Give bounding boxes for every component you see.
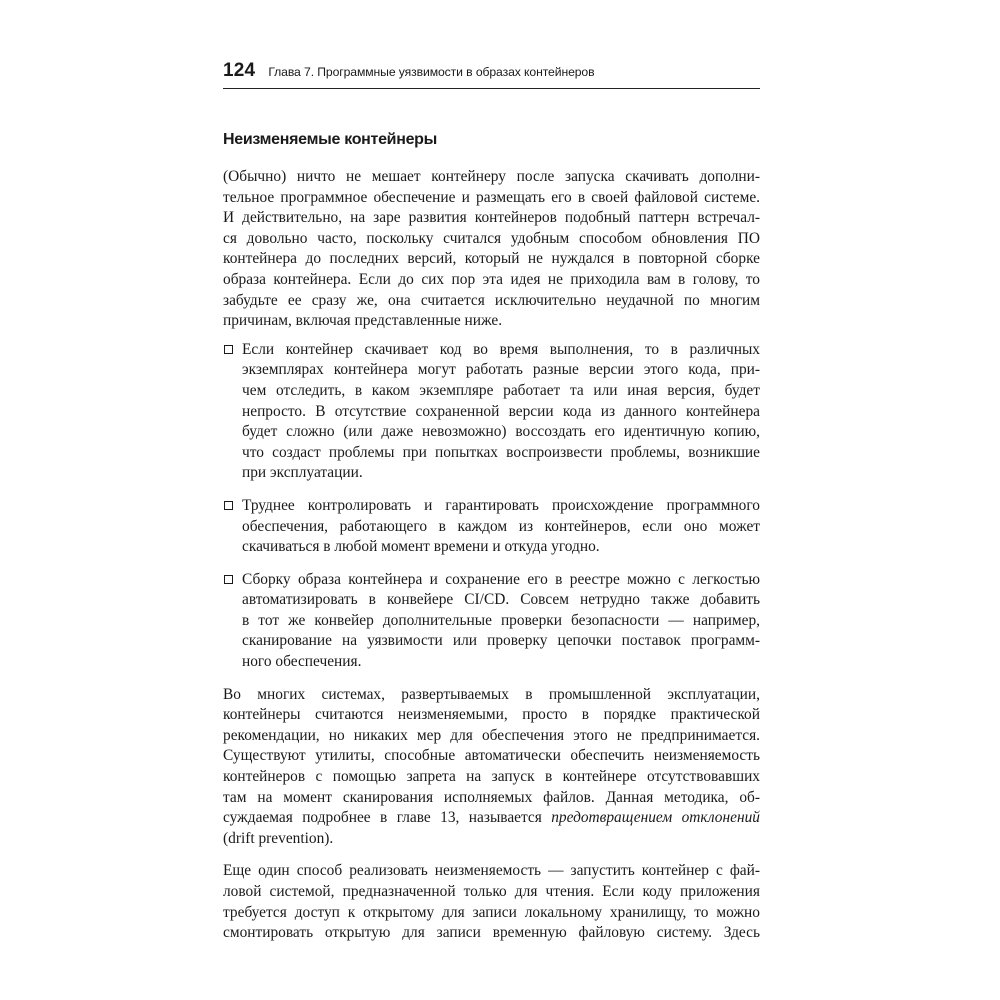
running-head [223,60,760,89]
text-line: сканирование на уязвимости или проверку цепочки поставок программ- [242,632,760,650]
text-line: Если контейнер скачивает код во время выполнения, то в различных [242,340,760,358]
page-number: 124 [223,60,256,81]
checkbox-bullet-icon [224,501,233,510]
text-line [223,808,760,829]
text-line: скачиваться в любой момент времени и откуда угодно. [242,538,600,556]
text-line: при эксплуатации. [242,464,363,482]
body-paragraph [223,861,760,943]
text-line: контейнеров с помощью запрета на запуск в контейнере отсутствовавших [223,768,760,786]
chapter-title: Глава 7. Программные уязвимости в образах контейнеров [268,65,595,79]
text-line: в тот же конвейер дополнительные проверки безопасности — например, [242,611,760,629]
text-line: чем отследить, в каком экземпляре работает та или иная версия, будет [242,381,760,399]
bullet-item [223,496,760,558]
text-line: (drift prevention). [223,829,334,847]
text-line: что создаст проблемы при попытках воспроизвести проблемы, возникшие [242,443,760,461]
book-page [223,60,760,944]
text-line: непросто. В отсутствие сохраненной версии кода из данного контейнера [242,402,760,420]
text-line: экземплярах контейнера могут работать разные версии этого кода, при- [242,361,760,379]
intro-paragraph [223,167,760,332]
text-line: тельное программное обеспечение и размещать его в своей файловой системе. [223,188,760,206]
bullet-item [223,570,760,673]
text-line: Труднее контролировать и гарантировать происхождение программного [242,496,760,514]
text-line: забудьте ее сразу же, она считается исключительно неудачной по многим [223,291,760,309]
text-line: ного обеспечения. [242,653,362,671]
text-line: Еще один способ реализовать неизменяемость — запустить контейнер с фай- [223,862,760,880]
section-heading: Неизменяемые контейнеры [223,131,438,148]
text-line: там на момент сканирования исполняемых файлов. Данная методика, об- [223,788,760,806]
italic-term: предотвращением отклонений [551,809,760,827]
text-line: ся довольно часто, поскольку считался удобным способом обновления ПО [223,229,760,247]
text-line: причинам, включая представленные ниже. [223,312,503,330]
text-line: требуется доступ к открытому для записи локальному хранилищу, то можно [223,903,760,921]
text-line: будет сложно (или даже невозможно) воссоздать его идентичную копию, [242,423,760,441]
text-fragment: суждаемая подробнее в главе 13, называется [223,809,552,827]
text-line: автоматизировать в конвейере CI/CD. Совсем нетрудно также добавить [242,591,760,609]
text-line: ловой системой, предназначенной только для чтения. Если коду приложения [223,883,760,900]
bullet-item [223,340,760,484]
text-line: Во многих системах, развертываемых в промышленной эксплуатации, [223,685,760,703]
text-line: образа контейнера. Если до сих пор эта идея не приходила вам в голову, то [223,270,760,288]
text-line: контейнеры считаются неизменяемыми, просто в порядке практической [223,706,760,724]
text-line: контейнера до последних версий, который не нуждался в повторной сборке [223,250,760,268]
checkbox-bullet-icon [224,575,233,584]
text-line: смонтировать открытую для записи временную файловую систему. Здесь [223,924,760,942]
bullet-list [223,340,760,673]
text-line: Существуют утилиты, способные автоматически обеспечить неизменяемость [223,747,760,765]
text-line: рекомендации, но никаких мер для обеспечения этого не предпринимается. [223,726,760,744]
checkbox-bullet-icon [224,345,233,354]
text-line: Сборку образа контейнера и сохранение его в реестре можно с легкостью [242,570,760,588]
text-line: обеспечения, работающего в каждом из контейнеров, если оно может [242,517,760,535]
text-line: (Обычно) ничто не мешает контейнеру после запуска скачивать дополни- [223,168,760,185]
body-paragraph [223,685,760,850]
text-line: И действительно, на заре развития контейнеров подобный паттерн встречал- [223,209,760,227]
